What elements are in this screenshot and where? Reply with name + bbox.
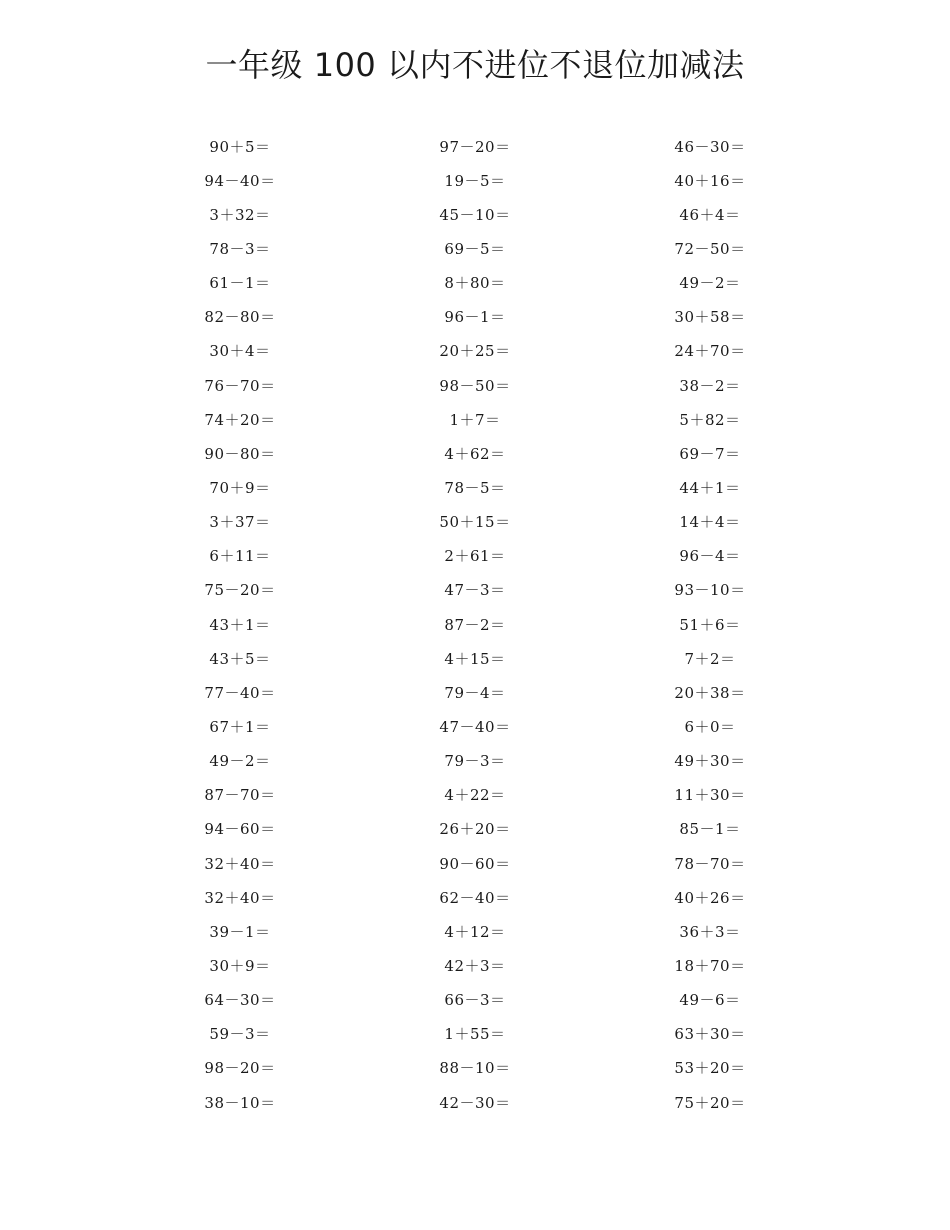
problem-cell: 20＋38＝	[674, 683, 746, 702]
problem-cell: 61－1＝	[209, 274, 271, 293]
problem-cell: 19－5＝	[444, 171, 506, 190]
problem-cell: 67＋1＝	[209, 717, 271, 736]
problem-cell: 38－10＝	[204, 1093, 276, 1112]
problem-cell: 87－2＝	[444, 615, 506, 634]
problem-row	[0, 880, 950, 914]
problem-cell: 3＋37＝	[209, 513, 271, 532]
problem-cell: 40＋16＝	[674, 171, 746, 190]
problem-cell: 6＋11＝	[209, 547, 271, 566]
problem-cell: 75－20＝	[204, 581, 276, 600]
problem-row	[0, 334, 950, 368]
problem-cell: 1＋7＝	[449, 410, 501, 429]
problem-cell: 36＋3＝	[679, 922, 741, 941]
problem-cell: 94－60＝	[204, 820, 276, 839]
problem-row	[0, 641, 950, 675]
problem-cell: 47－40＝	[439, 717, 511, 736]
problem-row	[0, 505, 950, 539]
problem-cell: 78－3＝	[209, 239, 271, 258]
problem-cell: 8＋80＝	[444, 274, 506, 293]
problem-row	[0, 266, 950, 300]
problem-row	[0, 197, 950, 231]
problem-cell: 85－1＝	[679, 820, 741, 839]
problem-cell: 32＋40＝	[204, 888, 276, 907]
problem-row	[0, 948, 950, 982]
problem-cell: 74＋20＝	[204, 410, 276, 429]
problem-cell: 49＋30＝	[674, 752, 746, 771]
problem-cell: 82－80＝	[204, 308, 276, 327]
problem-cell: 62－40＝	[439, 888, 511, 907]
problem-cell: 44＋1＝	[679, 478, 741, 497]
problem-cell: 90＋5＝	[209, 137, 271, 156]
problem-cell: 98－50＝	[439, 376, 511, 395]
problem-cell: 53＋20＝	[674, 1059, 746, 1078]
problem-cell: 77－40＝	[204, 683, 276, 702]
problem-cell: 93－10＝	[674, 581, 746, 600]
problem-cell: 39－1＝	[209, 922, 271, 941]
problem-cell: 59－3＝	[209, 1025, 271, 1044]
problem-cell: 64－30＝	[204, 991, 276, 1010]
problem-cell: 49－6＝	[679, 991, 741, 1010]
problem-cell: 43＋1＝	[209, 615, 271, 634]
problem-cell: 5＋82＝	[679, 410, 741, 429]
problem-row	[0, 778, 950, 812]
problem-cell: 51＋6＝	[679, 615, 741, 634]
problem-cell: 11＋30＝	[674, 786, 746, 805]
problem-cell: 46－30＝	[674, 137, 746, 156]
problem-row	[0, 1017, 950, 1051]
problem-cell: 45－10＝	[439, 205, 511, 224]
problem-cell: 1＋55＝	[444, 1025, 506, 1044]
problem-row	[0, 709, 950, 743]
problem-cell: 40＋26＝	[674, 888, 746, 907]
problem-cell: 30＋4＝	[209, 342, 271, 361]
problem-cell: 30＋9＝	[209, 956, 271, 975]
problem-cell: 76－70＝	[204, 376, 276, 395]
problem-row	[0, 163, 950, 197]
problem-cell: 72－50＝	[674, 239, 746, 258]
problem-row	[0, 846, 950, 880]
problem-cell: 79－4＝	[444, 683, 506, 702]
problem-cell: 90－80＝	[204, 444, 276, 463]
problem-row	[0, 129, 950, 163]
problem-row	[0, 914, 950, 948]
problem-cell: 43＋5＝	[209, 649, 271, 668]
problem-cell: 87－70＝	[204, 786, 276, 805]
problem-cell: 79－3＝	[444, 752, 506, 771]
problem-cell: 42－30＝	[439, 1093, 511, 1112]
problem-cell: 78－5＝	[444, 478, 506, 497]
problem-row	[0, 539, 950, 573]
problem-cell: 78－70＝	[674, 854, 746, 873]
problem-cell: 46＋4＝	[679, 205, 741, 224]
problem-row	[0, 436, 950, 470]
problem-cell: 3＋32＝	[209, 205, 271, 224]
problem-cell: 69－5＝	[444, 239, 506, 258]
problem-cell: 14＋4＝	[679, 513, 741, 532]
problem-cell: 4＋22＝	[444, 786, 506, 805]
problem-row	[0, 573, 950, 607]
problem-cell: 24＋70＝	[674, 342, 746, 361]
problem-cell: 70＋9＝	[209, 478, 271, 497]
problem-cell: 97－20＝	[439, 137, 511, 156]
problem-cell: 63＋30＝	[674, 1025, 746, 1044]
problem-cell: 2＋61＝	[444, 547, 506, 566]
problem-cell: 38－2＝	[679, 376, 741, 395]
problem-cell: 4＋62＝	[444, 444, 506, 463]
problem-cell: 30＋58＝	[674, 308, 746, 327]
problem-cell: 26＋20＝	[439, 820, 511, 839]
problem-row	[0, 402, 950, 436]
problem-row	[0, 231, 950, 265]
problem-cell: 50＋15＝	[439, 513, 511, 532]
problem-cell: 6＋0＝	[684, 717, 736, 736]
problem-cell: 20＋25＝	[439, 342, 511, 361]
problem-row	[0, 675, 950, 709]
problem-cell: 32＋40＝	[204, 854, 276, 873]
problem-row	[0, 368, 950, 402]
problem-cell: 49－2＝	[209, 752, 271, 771]
problem-cell: 4＋12＝	[444, 922, 506, 941]
problem-cell: 75＋20＝	[674, 1093, 746, 1112]
problem-row	[0, 1051, 950, 1085]
problem-cell: 96－1＝	[444, 308, 506, 327]
problem-cell: 90－60＝	[439, 854, 511, 873]
problem-row	[0, 1085, 950, 1119]
problem-grid	[0, 129, 950, 1119]
problem-row	[0, 607, 950, 641]
problem-row	[0, 300, 950, 334]
problem-cell: 88－10＝	[439, 1059, 511, 1078]
problem-row	[0, 812, 950, 846]
problem-cell: 96－4＝	[679, 547, 741, 566]
problem-cell: 47－3＝	[444, 581, 506, 600]
problem-cell: 66－3＝	[444, 991, 506, 1010]
problem-cell: 94－40＝	[204, 171, 276, 190]
problem-cell: 4＋15＝	[444, 649, 506, 668]
problem-row	[0, 470, 950, 504]
problem-row	[0, 983, 950, 1017]
problem-cell: 69－7＝	[679, 444, 741, 463]
problem-cell: 7＋2＝	[684, 649, 736, 668]
page-title: 一年级 100 以内不进位不退位加减法	[205, 46, 745, 84]
problem-cell: 42＋3＝	[444, 956, 506, 975]
problem-cell: 49－2＝	[679, 274, 741, 293]
problem-row	[0, 744, 950, 778]
problem-cell: 18＋70＝	[674, 956, 746, 975]
problem-cell: 98－20＝	[204, 1059, 276, 1078]
